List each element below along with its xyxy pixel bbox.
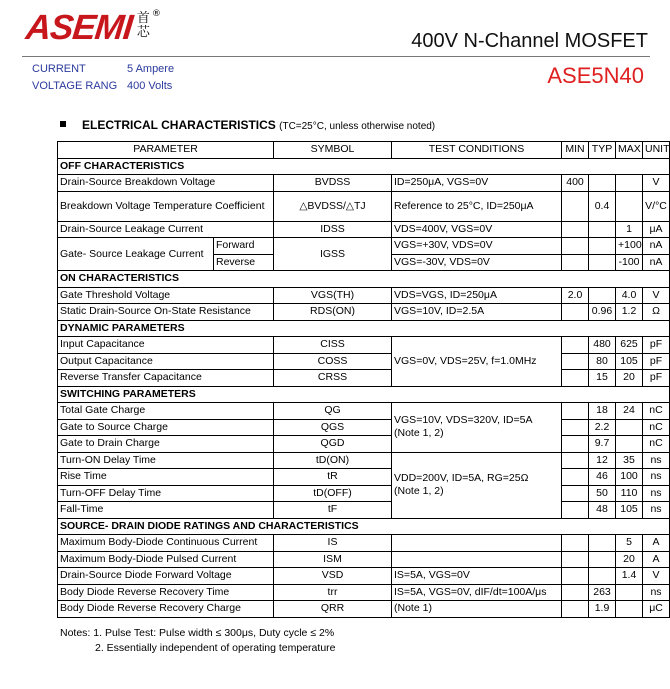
section-heading [60,118,435,132]
electrical-characteristics-table [57,141,670,618]
notes [60,626,336,656]
note-2: 2. Essentially independent of operating temperature [95,642,336,654]
section-condition: (TC=25°C, unless otherwise noted) [279,121,436,132]
note-1: Notes: 1. Pulse Test: Pulse width ≤ 300μs, Duty cycle ≤ 2% [60,627,335,639]
spec-label: VOLTAGE RANG [32,80,118,92]
table-row: Gate to Source Charge QGS 2.2 nC [58,419,670,436]
section-row: SWITCHING PARAMETERS [58,386,670,403]
spec-value: 5 Ampere [127,63,175,75]
table-row: Input Capacitance CISS VGS=0V, VDS=25V, f=1.0MHz 480 625 pF [58,337,670,354]
table-row: Body Diode Reverse Recovery Charge QRR (Note 1) 1.9 μC [58,601,670,618]
col-max: MAX [616,142,643,159]
spec-voltage [32,80,172,92]
col-typ: TYP [589,142,616,159]
table-row: Output Capacitance COSS 80 105 pF [58,353,670,370]
document-title: 400V N-Channel MOSFET [411,30,648,52]
table-row: Drain-Source Breakdown Voltage BVDSS ID=250μA, VGS=0V 400 V [58,175,670,192]
section-row: ON CHARACTERISTICS [58,271,670,288]
section-row: DYNAMIC PARAMETERS [58,320,670,337]
spec-label: CURRENT [32,63,86,75]
table-row: Reverse Transfer Capacitance CRSS 15 20 pF [58,370,670,387]
bullet-icon [60,121,66,127]
part-number: ASE5N40 [547,63,644,88]
spec-current [32,63,174,75]
col-conditions: TEST CONDITIONS [392,142,562,159]
table-row: Rise Time tR 46 100 ns [58,469,670,486]
table-header-row [58,142,670,159]
asemi-logo [26,10,161,46]
header-divider [22,56,650,57]
logo-chinese [137,12,150,40]
table-row: Drain-Source Leakage Current IDSS VDS=400V, VGS=0V 1 μA [58,221,670,238]
table-row: Gate- Source Leakage Current Forward IGSS VGS=+30V, VDS=0V +100 nA [58,238,670,255]
logo-wordmark: ASEMI [24,8,134,47]
logo-cn-top: 首 [136,11,150,26]
col-min: MIN [562,142,589,159]
logo-cn-bottom: 芯 [136,25,150,40]
section-title: ELECTRICAL CHARACTERISTICS [82,118,276,132]
table-row: Static Drain-Source On-State Resistance RDS(ON) VGS=10V, ID=2.5A 0.96 1.2 Ω [58,304,670,321]
table-row: Drain-Source Diode Forward Voltage VSD IS=5A, VGS=0V 1.4 V [58,568,670,585]
table-row: Reverse VGS=-30V, VDS=0V -100 nA [58,254,670,271]
col-symbol: SYMBOL [274,142,392,159]
table-row: Total Gate Charge QG VGS=10V, VDS=320V, ID=5A (Note 1, 2) 18 24 nC [58,403,670,420]
table-row: Maximum Body-Diode Pulsed Current ISM 20 A [58,551,670,568]
col-unit: UNIT [643,142,670,159]
registered-mark: ® [151,9,161,19]
table-row: Turn-ON Delay Time tD(ON) VDD=200V, ID=5A, RG=25Ω (Note 1, 2) 12 35 ns [58,452,670,469]
section-row: SOURCE- DRAIN DIODE RATINGS AND CHARACTERISTICS [58,518,670,535]
table-row: Fall-Time tF 48 105 ns [58,502,670,519]
table-row: Maximum Body-Diode Continuous Current IS 5 A [58,535,670,552]
table-row: Gate Threshold Voltage VGS(TH) VDS=VGS, ID=250μA 2.0 4.0 V [58,287,670,304]
table-row: Turn-OFF Delay Time tD(OFF) 50 110 ns [58,485,670,502]
table-row: Breakdown Voltage Temperature Coefficient △BVDSS/△TJ Reference to 25°C, ID=250μA 0.4 V/°C [58,191,670,221]
section-row: OFF CHARACTERISTICS [58,158,670,175]
table-row: Body Diode Reverse Recovery Time trr IS=5A, VGS=0V, dIF/dt=100A/μs 263 ns [58,584,670,601]
col-parameter: PARAMETER [58,142,274,159]
table-row: Gate to Drain Charge QGD 9.7 nC [58,436,670,453]
spec-value: 400 Volts [127,80,173,92]
